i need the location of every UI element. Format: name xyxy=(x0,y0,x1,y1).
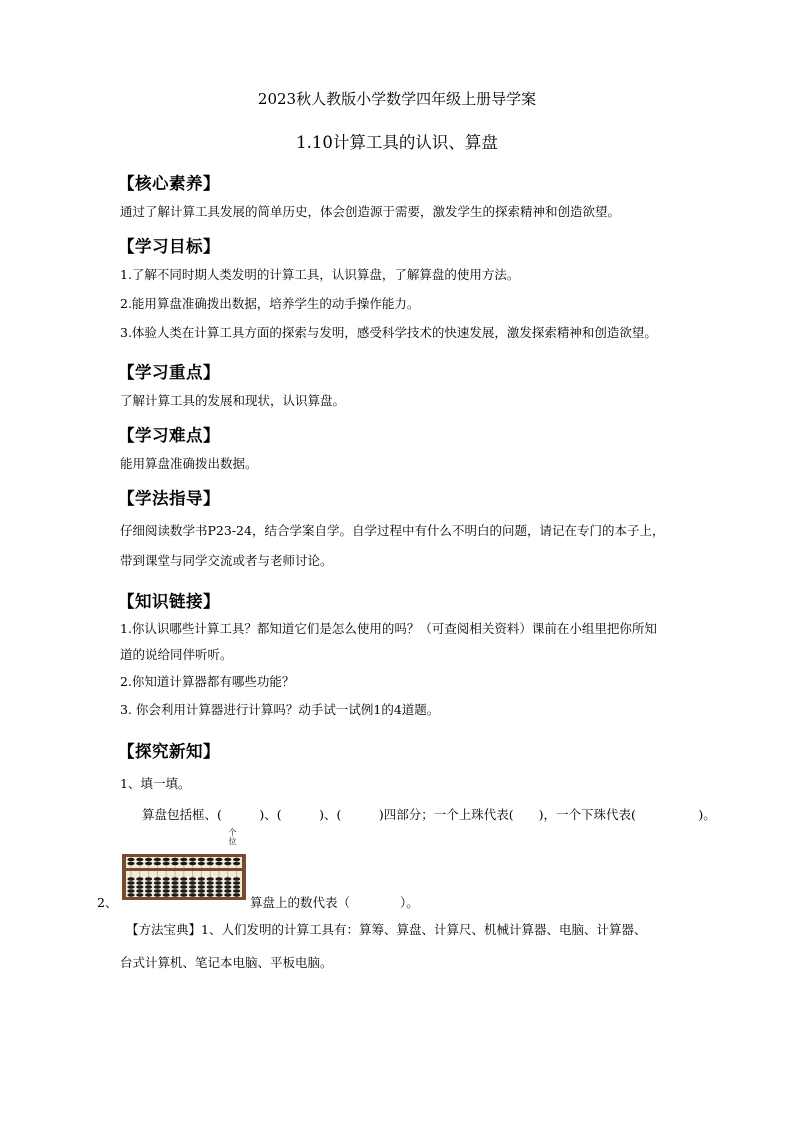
abacus-lower-bead xyxy=(163,881,170,885)
abacus-lower-bead xyxy=(145,881,152,885)
abacus-upper-bead xyxy=(163,858,170,862)
abacus-lower-bead xyxy=(171,893,178,897)
abacus-lower-bead xyxy=(145,893,152,897)
doc-title: 2023秋人教版小学数学四年级上册导学案 xyxy=(257,90,537,108)
abacus-upper-bead xyxy=(207,858,214,862)
q1-text: 算盘包括框、( )、( )、( )四部分；一个上珠代表( )，一个下珠代表( )。 xyxy=(142,807,716,822)
q1-label: 1、填一填。 xyxy=(120,776,191,791)
abacus-upper-bead xyxy=(171,862,178,866)
abacus-lower-bead xyxy=(145,889,152,893)
abacus-upper-bead xyxy=(233,862,240,866)
links-line-2: 道的说给同伴听听。 xyxy=(120,647,233,662)
abacus-lower-bead xyxy=(198,889,205,893)
abacus-lower-bead xyxy=(189,881,196,885)
focus-text: 了解计算工具的发展和现状，认识算盘。 xyxy=(120,393,346,408)
links-line-1: 1.你认识哪些计算工具？都知道它们是怎么使用的吗？（可查阅相关资料）课前在小组里把你所知 xyxy=(120,621,657,636)
abacus-lower-bead xyxy=(136,877,143,881)
abacus-lower-bead xyxy=(154,893,161,897)
abacus-lower-bead xyxy=(163,877,170,881)
abacus-upper-bead xyxy=(145,858,152,862)
abacus-lower-bead xyxy=(136,889,143,893)
abacus-upper-bead xyxy=(145,862,152,866)
heading-links: 【知识链接】 xyxy=(118,592,220,611)
abacus-lower-bead xyxy=(207,881,214,885)
abacus-lower-bead xyxy=(207,893,214,897)
heading-difficulty: 【学习难点】 xyxy=(118,426,220,445)
doc-subtitle: 1.10计算工具的认识、算盘 xyxy=(296,133,498,152)
abacus-upper-bead xyxy=(198,862,205,866)
abacus-upper-bead xyxy=(189,862,196,866)
abacus-lower-bead xyxy=(127,893,134,897)
abacus-upper-bead xyxy=(180,862,187,866)
abacus-lower-bead xyxy=(224,881,231,885)
abacus-upper-bead xyxy=(154,858,161,862)
abacus-upper-bead xyxy=(224,862,231,866)
tips-line-2: 台式计算机、笔记本电脑、平板电脑。 xyxy=(120,955,333,970)
abacus-lower-bead xyxy=(215,881,222,885)
abacus-lower-bead xyxy=(154,885,161,889)
abacus-upper-bead xyxy=(127,862,134,866)
method-line-1: 仔细阅读数学书P23-24，结合学案自学。自学过程中有什么不明白的问题，请记在专门的本子上， xyxy=(120,523,665,538)
abacus-lower-bead xyxy=(171,881,178,885)
abacus-upper-bead xyxy=(207,862,214,866)
abacus-lower-bead xyxy=(154,881,161,885)
abacus-lower-bead xyxy=(127,881,134,885)
abacus-lower-bead xyxy=(163,893,170,897)
abacus-lower-bead xyxy=(171,885,178,889)
goal-item-2: 2.能用算盘准确拨出数据，培养学生的动手操作能力。 xyxy=(120,296,420,311)
abacus-lower-bead xyxy=(171,889,178,893)
abacus-lower-bead xyxy=(224,893,231,897)
abacus-lower-bead xyxy=(198,881,205,885)
q2-text: 算盘上的数代表（ ）。 xyxy=(250,895,419,910)
abacus-upper-bead xyxy=(136,858,143,862)
heading-focus: 【学习重点】 xyxy=(118,363,220,382)
abacus-upper-bead xyxy=(189,858,196,862)
abacus-lower-bead xyxy=(189,893,196,897)
links-line-3: 2.你知道计算器都有哪些功能？ xyxy=(120,674,295,689)
heading-core: 【核心素养】 xyxy=(118,174,220,193)
heading-method: 【学法指导】 xyxy=(118,489,220,508)
abacus-lower-bead xyxy=(224,889,231,893)
difficulty-text: 能用算盘准确拨出数据。 xyxy=(120,456,258,471)
abacus-lower-bead xyxy=(233,889,240,893)
abacus-upper-bead xyxy=(136,862,143,866)
goal-item-1: 1.了解不同时期人类发明的计算工具，认识算盘，了解算盘的使用方法。 xyxy=(120,267,520,282)
heading-goals: 【学习目标】 xyxy=(118,237,220,256)
abacus-lower-bead xyxy=(233,881,240,885)
abacus-lower-bead xyxy=(215,893,222,897)
heading-explore: 【探究新知】 xyxy=(118,742,220,761)
abacus-upper-bead xyxy=(180,858,187,862)
abacus-lower-bead xyxy=(145,885,152,889)
abacus-lower-bead xyxy=(215,885,222,889)
abacus-upper-bead xyxy=(198,858,205,862)
abacus-lower-bead xyxy=(163,889,170,893)
abacus-upper-bead xyxy=(215,862,222,866)
abacus-lower-bead xyxy=(189,889,196,893)
method-line-2: 带到课堂与同学交流或者与老师讨论。 xyxy=(120,553,333,568)
abacus-upper-bead xyxy=(171,858,178,862)
abacus-upper-bead xyxy=(233,858,240,862)
abacus-lower-bead xyxy=(136,885,143,889)
abacus-lower-bead xyxy=(136,881,143,885)
abacus-lower-bead xyxy=(189,877,196,881)
abacus-lower-bead xyxy=(127,877,134,881)
abacus-upper-bead xyxy=(127,858,134,862)
ones-place-label: 个位 xyxy=(228,828,237,846)
abacus-lower-bead xyxy=(215,877,222,881)
abacus-lower-bead xyxy=(233,885,240,889)
abacus-lower-bead xyxy=(224,877,231,881)
core-text: 通过了解计算工具发展的简单历史，体会创造源于需要，激发学生的探索精神和创造欲望。 xyxy=(120,204,621,219)
abacus-lower-bead xyxy=(198,893,205,897)
abacus-lower-bead xyxy=(154,877,161,881)
abacus-lower-bead xyxy=(207,877,214,881)
abacus-lower-bead xyxy=(215,889,222,893)
abacus-lower-bead xyxy=(136,893,143,897)
abacus-lower-bead xyxy=(180,881,187,885)
abacus-lower-bead xyxy=(233,893,240,897)
abacus-lower-bead xyxy=(180,893,187,897)
abacus-lower-bead xyxy=(163,885,170,889)
abacus-image xyxy=(121,853,247,901)
abacus-lower-bead xyxy=(189,885,196,889)
abacus-lower-bead xyxy=(171,877,178,881)
abacus-lower-bead xyxy=(198,885,205,889)
abacus-lower-bead xyxy=(145,877,152,881)
abacus-lower-bead xyxy=(180,889,187,893)
abacus-lower-bead xyxy=(127,889,134,893)
abacus-lower-bead xyxy=(127,885,134,889)
links-line-4: 3. 你会利用计算器进行计算吗？动手试一试例1的4道题。 xyxy=(120,702,440,717)
abacus-lower-bead xyxy=(224,885,231,889)
abacus-lower-bead xyxy=(207,889,214,893)
abacus-lower-bead xyxy=(233,877,240,881)
abacus-upper-bead xyxy=(154,862,161,866)
abacus-lower-bead xyxy=(198,877,205,881)
goal-item-3: 3.体验人类在计算工具方面的探索与发明，感受科学技术的快速发展，激发探索精神和创造欲望。 xyxy=(120,325,657,340)
abacus-lower-bead xyxy=(180,885,187,889)
abacus-beam xyxy=(126,868,242,871)
abacus-upper-bead xyxy=(224,858,231,862)
abacus-upper-bead xyxy=(163,862,170,866)
q2-prefix: 2、 xyxy=(97,895,118,910)
abacus-lower-bead xyxy=(154,889,161,893)
abacus-upper-bead xyxy=(215,858,222,862)
abacus-lower-bead xyxy=(207,885,214,889)
abacus-lower-bead xyxy=(180,877,187,881)
tips-line-1: 【方法宝典】1、人们发明的计算工具有：算筹、算盘、计算尺、机械计算器、电脑、计算器、 xyxy=(126,922,647,937)
